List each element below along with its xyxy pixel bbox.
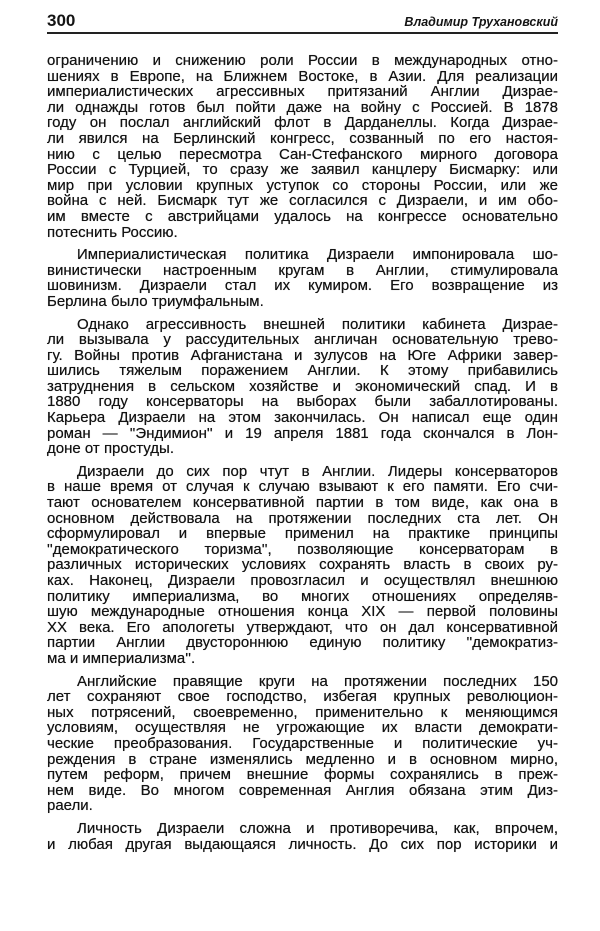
text-line: затруднения в сельском хозяйстве и экономический спад. И в xyxy=(47,377,558,395)
text-line: мир при условии крупных уступок со стороны России, или же xyxy=(47,176,558,194)
text-line: тают основателем консервативной партии в том виде, как она в xyxy=(47,494,558,512)
text-line: реждения в стране изменялись медленно и в основном мирно, xyxy=(47,750,558,768)
text-line: России с Турцией, то сразу же заявил канцлеру Бисмарку: или xyxy=(47,161,558,179)
text-line: ограничению и снижению роли России в международных отно- xyxy=(47,52,558,69)
text-line: Однако агрессивность внешней политики кабинета Дизрае- xyxy=(77,315,558,333)
text-line: Берлина было триумфальным. xyxy=(47,292,264,310)
text-line: ных потрясений, своевременно, применительно к меняющимся xyxy=(47,703,558,721)
text-line: нию с целью пересмотра Сан-Стефанского мирного договора xyxy=(47,145,558,163)
text-line: ли вызывала у рассудительных англичан основательную трево- xyxy=(47,331,558,349)
paragraph xyxy=(47,464,558,667)
text-line: ках. Наконец, Дизраели провозгласил и осуществлял внешнюю xyxy=(47,572,558,589)
text-line: партии Англии двустороннюю единую политику ''демократиз- xyxy=(47,634,558,652)
text-line: винистически настроенным кругам в Англии, стимулировала xyxy=(47,261,558,279)
text-line: раели. xyxy=(47,797,93,815)
text-line: сформулировал и впервые применил на практике принципы xyxy=(47,525,558,543)
text-line: путем реформ, причем внешние формы сохранялись в преж- xyxy=(47,766,558,784)
text-line: ма и империализма''. xyxy=(47,649,196,667)
text-line: политику империализма, во многих отношениях определяв- xyxy=(47,587,558,605)
text-line: основном действовала на протяжении последних ста лет. Он xyxy=(47,509,558,527)
paragraph xyxy=(47,821,558,852)
text-line: империалистических агрессивных притязаний Англии Дизрае- xyxy=(47,83,558,101)
text-line: различных исторических условиях сохранять власть в своих ру- xyxy=(47,556,558,574)
paragraph xyxy=(47,317,558,457)
page-number: 300 xyxy=(47,11,76,30)
text-line: шовинизм. Дизраели стал их кумиром. Его возвращение из xyxy=(47,277,558,295)
text-line: ческие преобразования. Государственные и политические уч- xyxy=(47,734,558,752)
text-line: году он послал английский флот в Дарданеллы. Когда Дизрае- xyxy=(47,114,558,132)
paragraph xyxy=(47,53,558,240)
text-line: лет сохраняют свое господство, избегая крупных революцион- xyxy=(47,688,558,706)
page-body xyxy=(47,53,558,859)
page-header xyxy=(47,10,558,34)
running-title: Владимир Трухановский xyxy=(404,15,558,29)
text-line: шениях в Европе, на Ближнем Востоке, в Азии. Для реализации xyxy=(47,67,558,85)
text-line: гу. Войны против Афганистана и зулусов на Юге Африки завер- xyxy=(47,346,558,364)
paragraph xyxy=(47,247,558,309)
text-line: потеснить Россию. xyxy=(47,223,178,241)
text-line: Карьера Дизраели на этом закончилась. Он написал еще один xyxy=(47,409,558,427)
text-line: 1880 году консерваторы на выборах были забаллотированы. xyxy=(47,393,558,411)
text-line: и любая другая выдающаяся личность. До сих пор историки и xyxy=(47,835,558,853)
text-line: нем виде. Во многом современная Англия обязана этим Диз- xyxy=(47,781,558,799)
text-line: роман — ''Эндимион'' и 19 апреля 1881 года скончался в Лон- xyxy=(47,424,558,442)
text-line: ли однажды готов был пойти даже на войну с Россией. В 1878 xyxy=(47,98,558,116)
text-line: доне от простуды. xyxy=(47,440,174,458)
text-line: им вместе с австрийцами удалось на конгрессе основательно xyxy=(47,207,558,225)
text-line: шую международные отношения конца XIX — первой половины xyxy=(47,603,558,621)
text-line: шились тяжелым поражением Англии. К этому прибавились xyxy=(47,362,558,380)
paragraph xyxy=(47,674,558,814)
text-line: ''демократического торизма'', позволяющие консерваторам в xyxy=(47,540,558,558)
text-line: Дизраели до сих пор чтут в Англии. Лидеры консерваторов xyxy=(77,462,558,480)
text-line: XX века. Его апологеты утверждают, что он дал консервативной xyxy=(47,618,558,636)
text-line: война с ней. Бисмарк тут же согласился с Дизраели, и им обо- xyxy=(47,192,558,210)
text-line: условиям, осуществляя не угрожающие их власти демократи- xyxy=(47,719,558,737)
text-line: Империалистическая политика Дизраели импонировала шо- xyxy=(77,246,558,264)
text-line: ли явился на Берлинский конгресс, созванный по его настоя- xyxy=(47,129,558,147)
text-line: Английские правящие круги на протяжении последних 150 xyxy=(77,672,558,690)
text-line: в наше время от случая к случаю взывают к его памяти. Его счи- xyxy=(47,478,558,496)
text-line: Личность Дизраели сложна и противоречива, как, впрочем, xyxy=(77,819,558,837)
